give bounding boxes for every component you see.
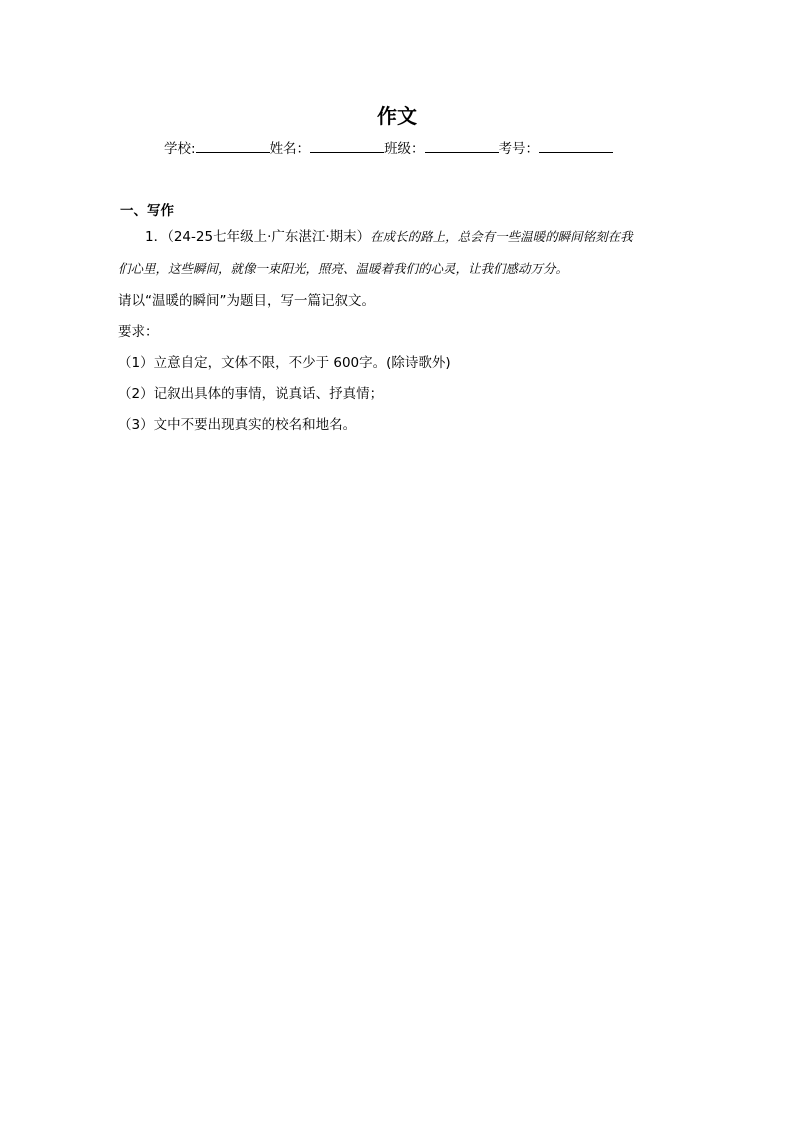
requirement-item-2: （2）记叙出具体的事情，说真话、抒真情； <box>118 386 384 402</box>
question-prompt-part2: 们心里，这些瞬间，就像一束阳光，照亮、温暖着我们的心灵，让我们感动万分。 <box>118 261 569 276</box>
school-blank[interactable] <box>196 138 270 153</box>
class-label: 班级： <box>384 141 425 157</box>
number-blank[interactable] <box>539 138 613 153</box>
school-label: 学校: <box>164 141 196 157</box>
name-label: 姓名： <box>269 141 311 157</box>
requirement-item-3: （3）文中不要出现真实的校名和地名。 <box>118 417 357 433</box>
student-info-line <box>164 138 644 158</box>
requirements-label: 要求： <box>118 324 159 340</box>
question-source: （24-25七年级上·广东湛江·期末） <box>167 229 371 245</box>
page-title: 作文 <box>377 104 417 128</box>
requirement-item-1: （1）立意自定，文体不限，不少于 600字。(除诗歌外) <box>118 355 451 371</box>
section-heading: 一、写作 <box>120 203 174 219</box>
name-blank[interactable] <box>310 138 384 153</box>
instruction-text: 请以“温暖的瞬间”为题目，写一篇记叙文。 <box>118 293 375 309</box>
question-line-2 <box>118 260 683 278</box>
class-blank[interactable] <box>425 138 499 153</box>
question-number: 1． <box>145 229 168 245</box>
number-label: 考号： <box>498 141 540 157</box>
question-line-1 <box>145 228 685 246</box>
question-prompt-part1: 在成长的路上，总会有一些温暖的瞬间铭刻在我 <box>370 229 633 244</box>
